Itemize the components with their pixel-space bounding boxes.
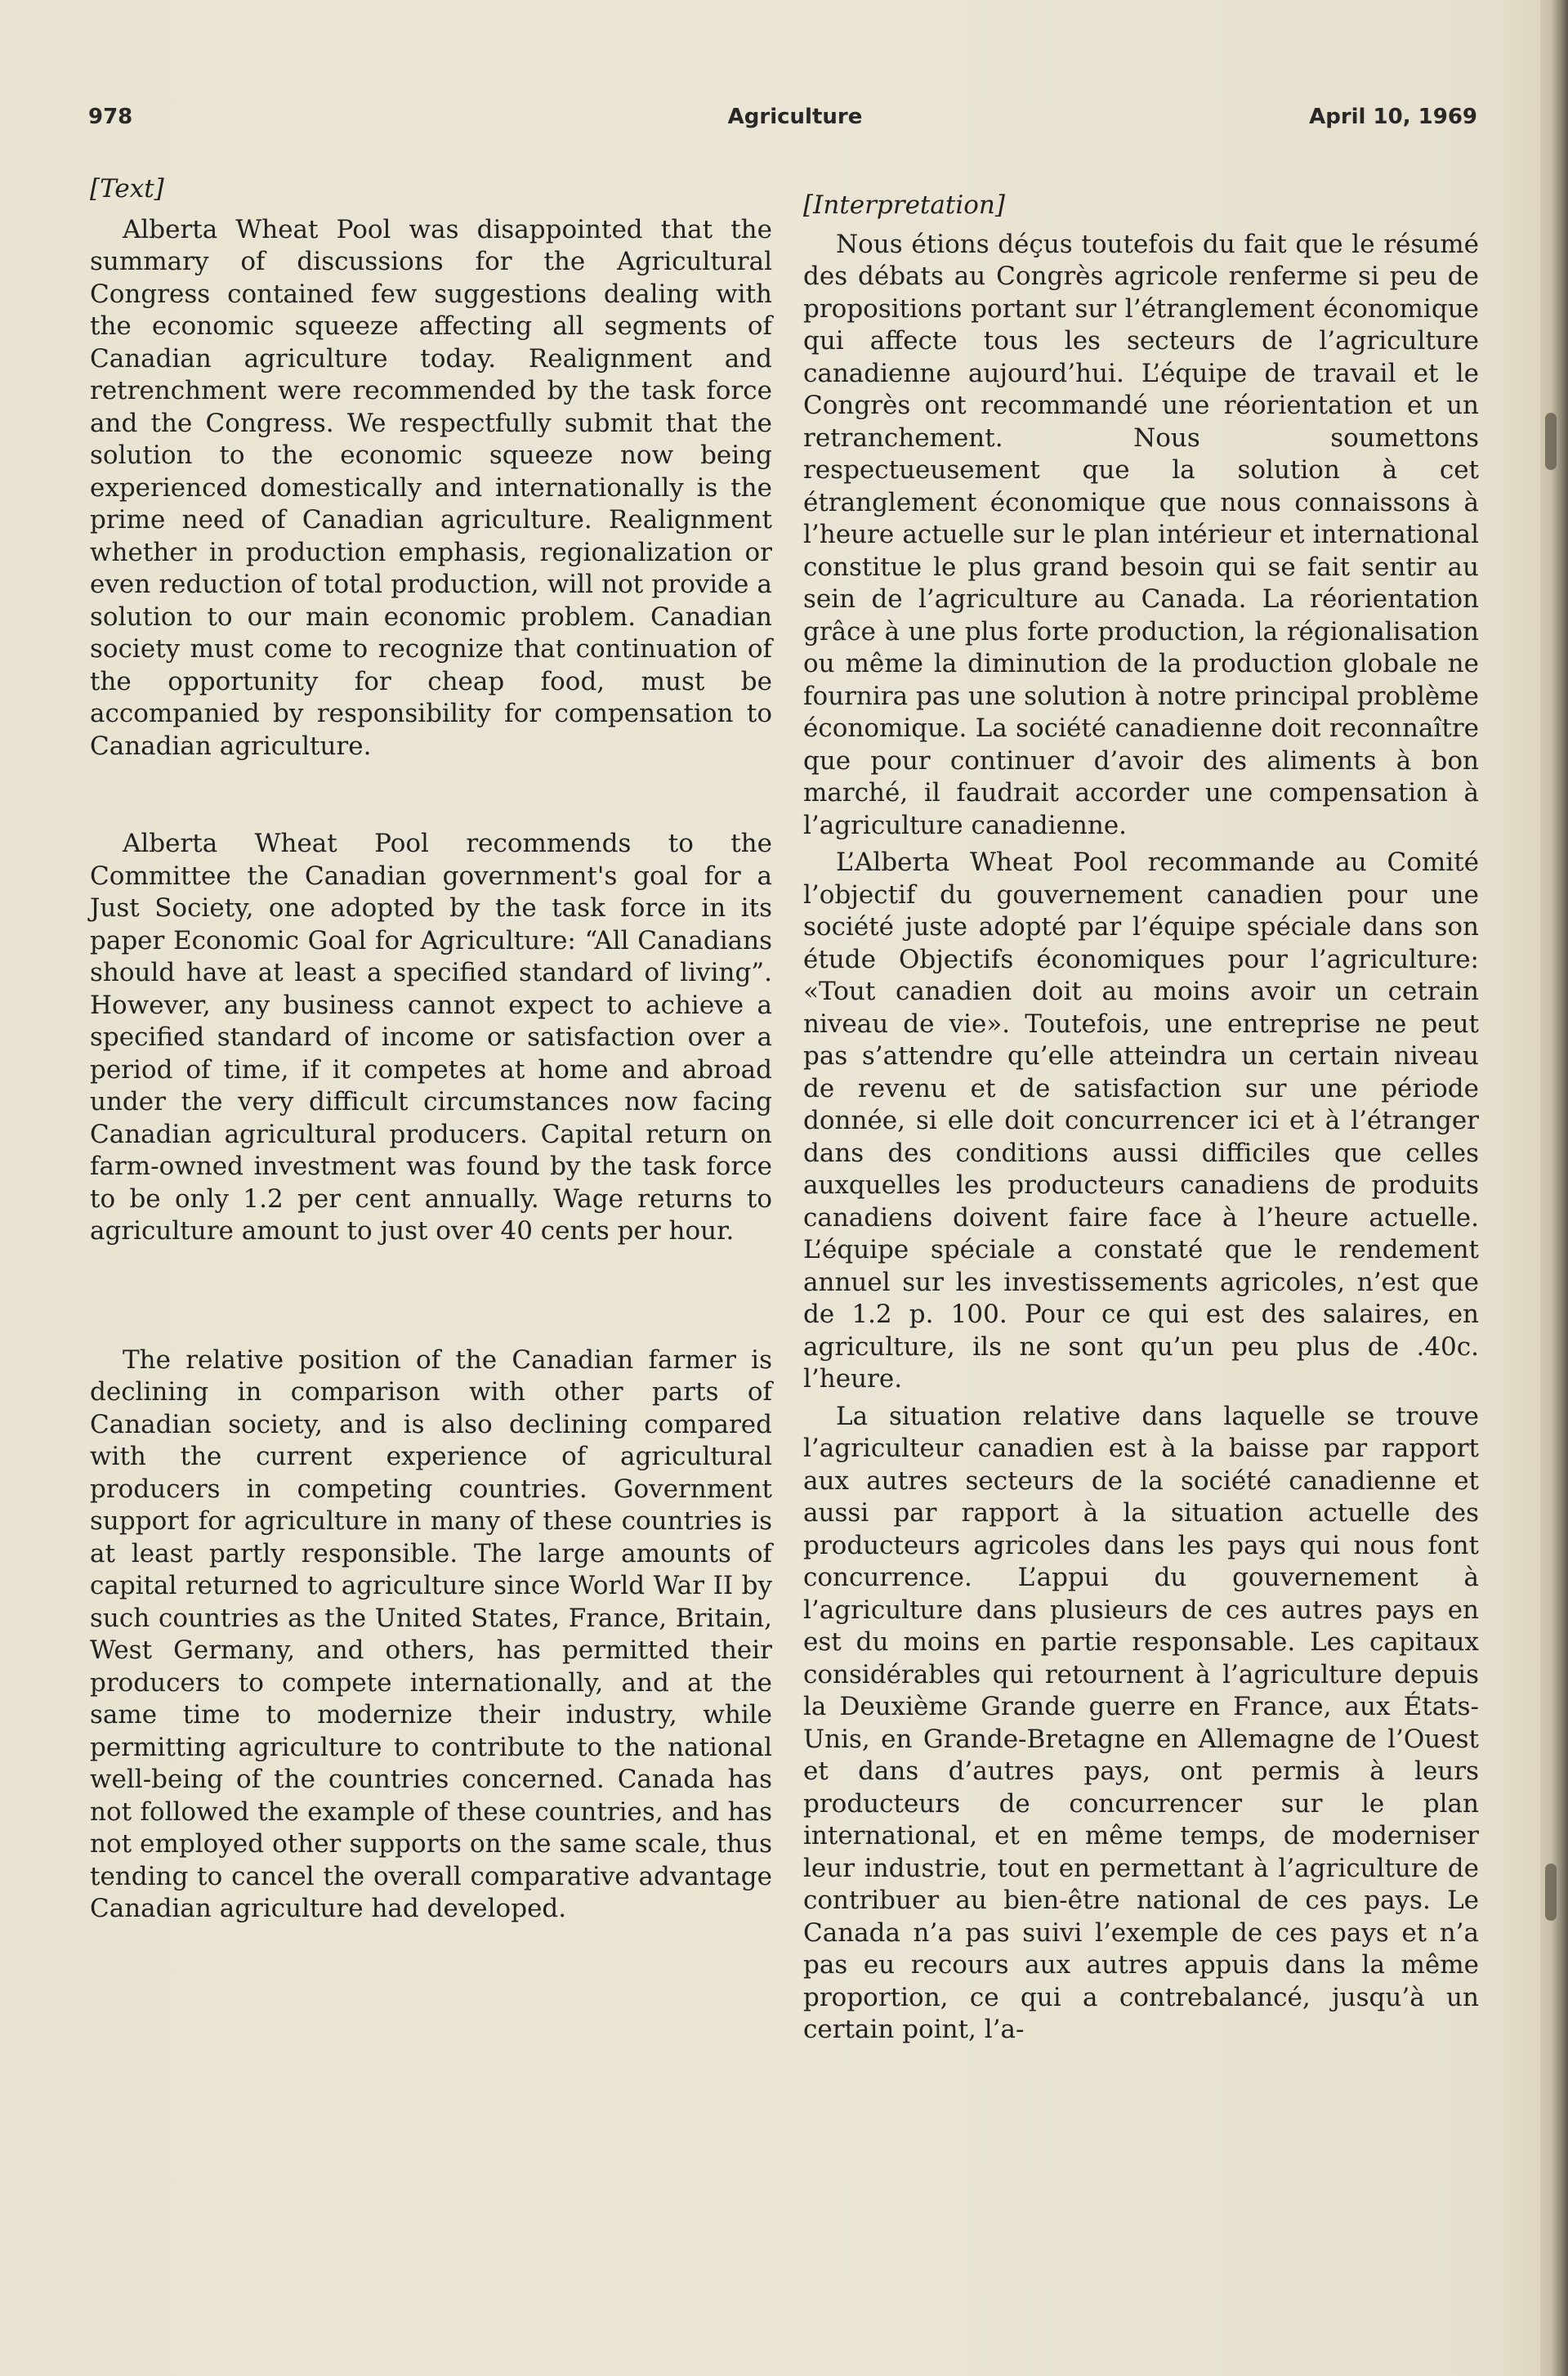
binding-mark (1545, 413, 1557, 470)
binding-mark (1545, 1864, 1557, 1921)
paragraph: Alberta Wheat Pool recommends to the Committee the Canadian government's goal for a Just Society, one adopted by the task force in its paper Economic Goal for Agriculture: “All Canadians should have at least a specified standard of living”. However, any business cannot expect to achieve a specified standard of income or satisfaction over a period of time, if it competes at home and abroad under the very difficult circumstances now facing Canadian agricultural producers. Capital return on farm-owned investment was found by the task force to be only 1.2 per cent annually. Wage returns to agriculture amount to just over 40 cents per hour. (90, 829, 772, 1246)
section-title: Agriculture (727, 105, 863, 129)
english-column (90, 173, 772, 1926)
french-column (803, 190, 1479, 2047)
page-number: 978 (88, 105, 133, 129)
paragraph: The relative position of the Canadian farmer is declining in comparison with other parts of Canadian society, and is also declining compared with the current experience of agricultural producers in competing countries. Government support for agriculture in many of these countries is at least partly responsible. The large amounts of capital returned to agriculture since World War II by such countries as the United States, France, Britain, West Germany, and others, has permitted their producers to compete internationally, and at the same time to modernize their industry, while permitting agriculture to contribute to the national well-being of the countries concerned. Canada has not followed the example of these countries, and has not employed other supports on the same scale, thus tending to cancel the overall comparative advantage Canadian agriculture had developed. (90, 1345, 772, 1923)
page-date: April 10, 1969 (1309, 105, 1477, 129)
page-header (88, 105, 1477, 144)
paragraph: L’Alberta Wheat Pool recommande au Comité l’objectif du gouvernement canadien pour une société juste adopté par l’équipe spéciale dans son étude Objectifs économiques pour l’agriculture: «Tout canadien doit au moins avoir un cetrain niveau de vie». Toutefois, une entreprise ne peut pas s’attendre qu’elle atteindra un certain niveau de revenu et de satisfaction sur une période donnée, si elle doit concurrencer ici et à l’étranger dans des conditions aussi difficiles que celles auxquelles les producteurs canadiens de produits canadiens doivent faire face à l’heure actuelle. L’équipe spéciale a constaté que le rendement annuel sur les investissements agricoles, n’est que de 1.2 p. 100. Pour ce qui est des salaires, en agriculture, ils ne sont qu’un peu plus de .40c. l’heure. (803, 848, 1479, 1394)
paragraph: La situation relative dans laquelle se trouve l’agriculteur canadien est à la baisse par rapport aux autres secteurs de la société canadienne et aussi par rapport à la situation actuelle des producteurs agricoles dans les pays qui nous font concurrence. L’appui du gouvernement à l’agriculture dans plusieurs de ces autres pays en est du moins en partie responsable. Les capitaux considérables qui retournent à l’agriculture depuis la Deuxième Grande guerre en France, aux États-Unis, en Grande-Bretagne en Allemagne de l’Ouest et dans d’autres pays, ont permis à leurs producteurs de concurrencer sur le plan international, et en même temps, de moderniser leur industrie, tout en permettant à l’agriculture de contribuer au bien-être national de ces pays. Le Canada n’a pas suivi l’exemple de ces pays et n’a pas eu recours aux autres appuis dans la même proportion, ce qui a contrebalancé, jusqu’à un certain point, l’a- (803, 1401, 1479, 2044)
column-tag: [Text] (90, 174, 164, 204)
page-binding-edge (1540, 0, 1568, 2376)
paragraph: Nous étions déçus toutefois du fait que le résumé des débats au Congrès agricole renferme si peu de propositions portant sur l’étranglement économique qui affecte tous les secteurs de l’agriculture canadienne aujourd’hui. L’équipe de travail et le Congrès ont recommandé une réorientation et un retranchement. Nous soumettons respectueusement que la solution à cet étranglement économique que nous connaissons à l’heure actuelle sur le plan intérieur et international constitue le plus grand besoin qui se fait sentir au sein de l’agriculture au Canada. La réorientation grâce à une plus forte production, la régionalisation ou même la diminution de la production globale ne fournira pas une solution à notre principal problème économique. La société canadienne doit reconnaître que pour continuer d’avoir des aliments à bon marché, il faudrait accorder une compensation à l’agriculture canadienne. (803, 229, 1480, 840)
paragraph: Alberta Wheat Pool was disappointed that the summary of discussions for the Agricultural Congress contained few suggestions dealing with the economic squeeze affecting all segments of Canadian agriculture today. Realignment and retrenchment were recommended by the task force and the Congress. We respectfully submit that the solution to the economic squeeze now being experienced domestically and internationally is the prime need of Canadian agriculture. Realignment whether in production emphasis, regionalization or even reduction of total production, will not provide a solution to our main economic problem. Canadian society must come to recognize that continuation of the opportunity for cheap food, must be accompanied by responsibility for compensation to Canadian agriculture. (90, 214, 772, 761)
column-tag: [Interpretation] (803, 190, 1005, 220)
